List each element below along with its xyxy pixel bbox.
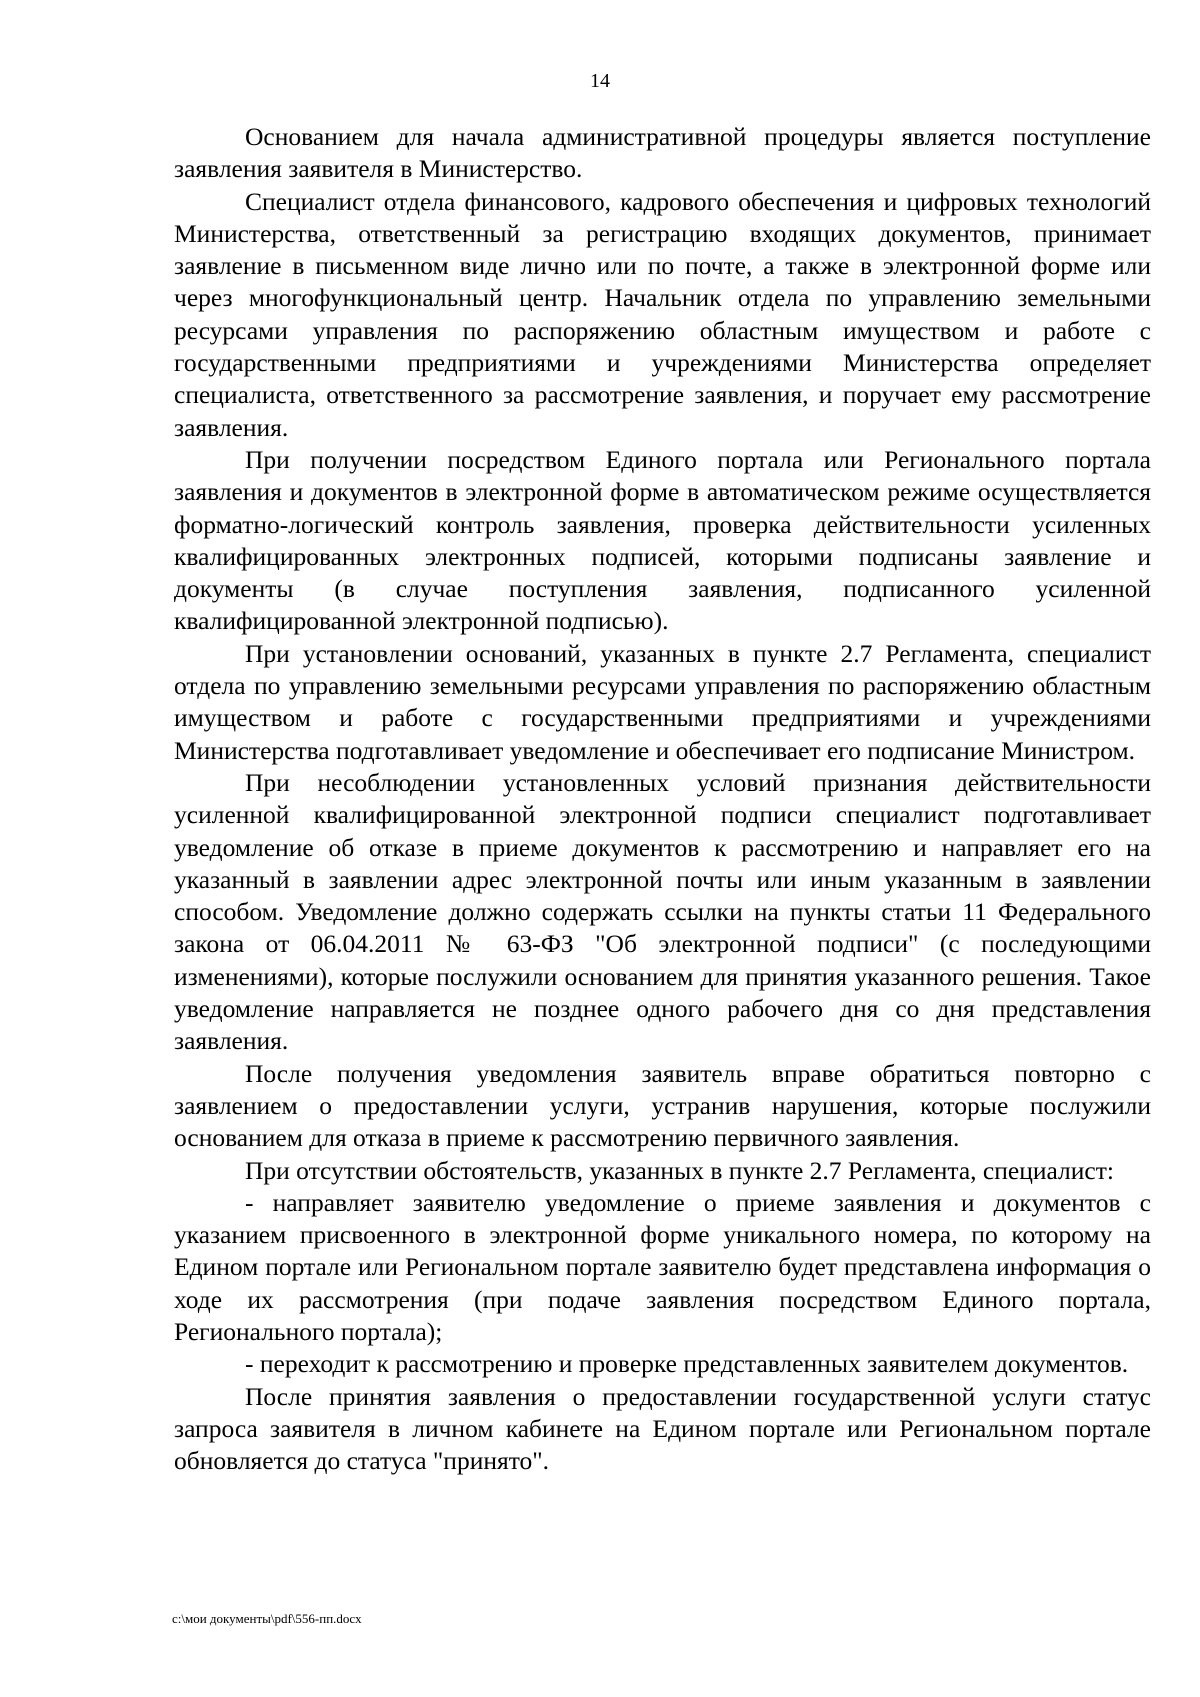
page-number: 14 [590, 70, 610, 92]
paragraph-9: - переходит к рассмотрению и проверке представленных заявителем документов. [245, 1349, 1129, 1379]
footer-file-path: c:\мои документы\pdf\556-пп.docx [172, 1611, 362, 1626]
paragraph-1: Основанием для начала административной процедуры является поступление заявления заявителя в Министерство. [174, 122, 1151, 184]
document-body [174, 121, 1151, 1477]
paragraph-6: После получения уведомления заявитель вправе обратиться повторно с заявлением о предоставлении услуги, устранив нарушения, которые послужили основанием для отказа в приеме к рассмотрению первичного заявления. [174, 1058, 1151, 1153]
paragraph-4: При установлении оснований, указанных в пункте 2.7 Регламента, специалист отдела по управлению земельными ресурсами управления по распоряжению областным имуществом и работе с государственными предприятиями и учреждениями Министерства подготавливает уведомление и обеспечивает его подписание Министром. [174, 638, 1151, 765]
paragraph-10: После принятия заявления о предоставлении государственной услуги статус запроса заявителя в личном кабинете на Едином портале или Региональном портале обновляется до статуса "принято". [174, 1381, 1151, 1476]
paragraph-5: При несоблюдении установленных условий признания действительности усиленной квалифицированной электронной подписи специалист подготавливает уведомление об отказе в приеме документов к рассмотрению и направляет его на указанный в заявлении адрес электронной почты или иным указанным в заявлении способом. Уведомление должно содержать ссылки на пункты статьи 11 Федерального закона от 06.04.2011 № 63-ФЗ "Об электронной подписи" (с последующими изменениями), которые послужили основанием для принятия указанного решения. Такое уведомление направляется не позднее одного рабочего дня со дня представления заявления. [174, 767, 1151, 1056]
paragraph-3: При получении посредством Единого портала или Регионального портала заявления и документов в электронной форме в автоматическом режиме осуществляется форматно-логический контроль заявления, проверка действительности усиленных квалифицированных электронных подписей, которыми подписаны заявление и документы (в случае поступления заявления, подписанного усиленной квалифицированной электронной подписью). [174, 444, 1151, 636]
paragraph-7: При отсутствии обстоятельств, указанных в пункте 2.7 Регламента, специалист: [245, 1155, 1114, 1185]
paragraph-8: - направляет заявителю уведомление о приеме заявления и документов с указанием присвоенного в электронной форме уникального номера, по которому на Едином портале или Региональном портале заявителю будет представлена информация о ходе их рассмотрения (при подаче заявления посредством Единого портала, Регионального портала); [174, 1187, 1151, 1346]
paragraph-2: Специалист отдела финансового, кадрового обеспечения и цифровых технологий Министерства, ответственный за регистрацию входящих документов, принимает заявление в письменном виде лично или по почте, а также в электронной форме или через многофункциональный центр. Начальник отдела по управлению земельными ресурсами управления по распоряжению областным имуществом и работе с государственными предприятиями и учреждениями Министерства определяет специалиста, ответственного за рассмотрение заявления, и поручает ему рассмотрение заявления. [174, 186, 1151, 442]
